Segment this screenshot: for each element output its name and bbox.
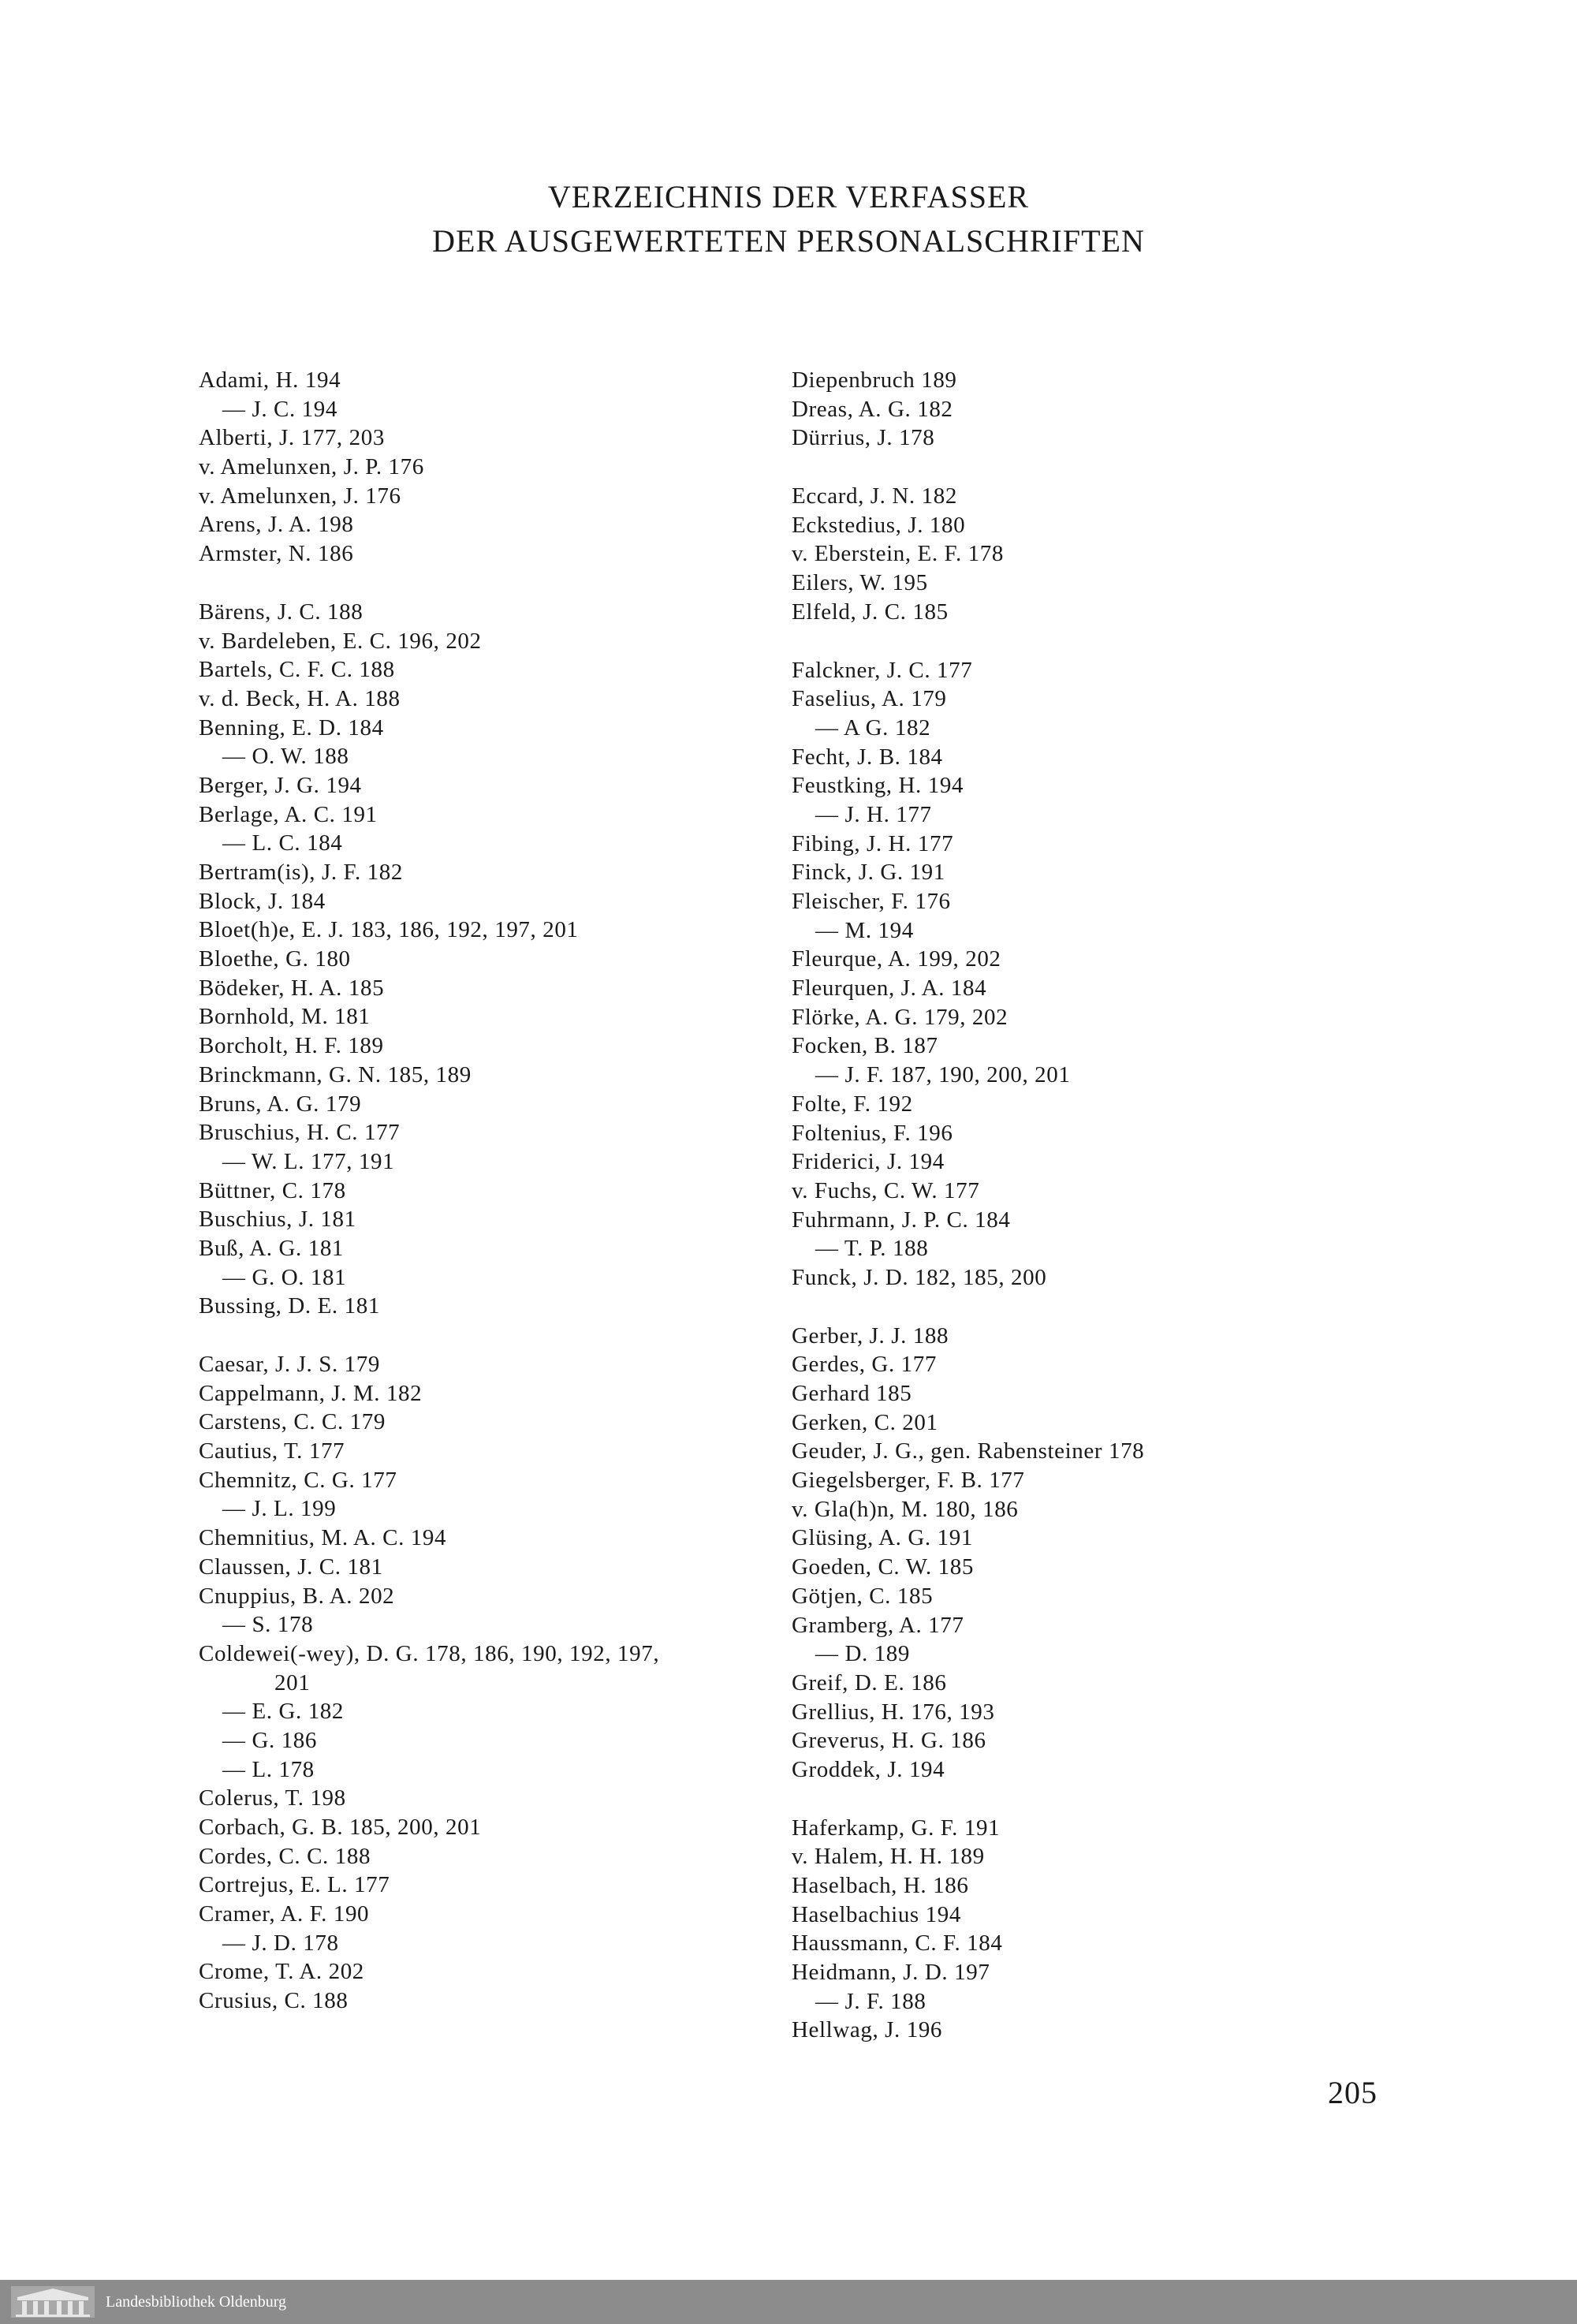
author-entry: Finck, J. G. 191 — [792, 860, 945, 886]
author-entry: — L. 178 — [222, 1756, 315, 1782]
author-entry: Eckstedius, J. 180 — [792, 512, 966, 538]
author-entry: Block, J. 184 — [199, 888, 326, 914]
author-entry: Corbach, G. B. 185, 200, 201 — [199, 1815, 482, 1840]
author-entry: Friderici, J. 194 — [792, 1149, 945, 1175]
author-entry: Cramer, A. F. 190 — [199, 1901, 370, 1927]
section-gap — [199, 1321, 798, 1350]
author-entry: — J. H. 177 — [815, 801, 932, 827]
section-gap — [199, 569, 798, 598]
author-entry: Benning, E. D. 184 — [199, 714, 384, 740]
author-entry: Bornhold, M. 181 — [199, 1004, 371, 1030]
author-entry: Fuhrmann, J. P. C. 184 — [792, 1207, 1011, 1233]
author-entry: Carstens, C. C. 179 — [199, 1409, 386, 1435]
author-entry: v. Bardeleben, E. C. 196, 202 — [199, 628, 482, 654]
author-entry: Cnuppius, B. A. 202 — [199, 1583, 395, 1609]
author-entry: Gramberg, A. 177 — [792, 1612, 964, 1638]
title-line-1: VERZEICHNIS DER VERFASSER — [547, 179, 1030, 214]
author-entry: Haferkamp, G. F. 191 — [792, 1815, 1001, 1841]
author-entry: Brinckmann, G. N. 185, 189 — [199, 1061, 472, 1087]
author-entry: — J. F. 188 — [815, 1988, 926, 2014]
author-entry: Greverus, H. G. 186 — [792, 1728, 986, 1754]
author-entry: Elfeld, J. C. 185 — [792, 599, 949, 625]
author-entry: — W. L. 177, 191 — [222, 1148, 395, 1174]
library-building-logo-icon — [11, 2286, 95, 2318]
footer-bar — [0, 2280, 1577, 2324]
author-entry: — L. C. 184 — [222, 830, 343, 856]
author-entry: Bruns, A. G. 179 — [199, 1091, 362, 1117]
author-entry: Buß, A. G. 181 — [199, 1235, 345, 1261]
author-entry: Goeden, C. W. 185 — [792, 1554, 974, 1580]
author-entry: Bussing, D. E. 181 — [199, 1293, 380, 1319]
author-entry: Cautius, T. 177 — [199, 1438, 345, 1464]
author-entry: — G. 186 — [222, 1727, 317, 1753]
author-entry: Cappelmann, J. M. 182 — [199, 1380, 423, 1406]
author-entry: Fecht, J. B. 184 — [792, 744, 943, 770]
author-entry: Gerhard 185 — [792, 1381, 912, 1406]
author-entry: Heidmann, J. D. 197 — [792, 1960, 990, 1986]
section-gap — [792, 1293, 1438, 1322]
page-title — [0, 175, 1577, 263]
author-entry: Feustking, H. 194 — [792, 773, 964, 799]
author-entry: Glüsing, A. G. 191 — [792, 1525, 973, 1551]
author-entry: — T. P. 188 — [815, 1236, 929, 1262]
author-entry: — J. C. 194 — [222, 396, 337, 422]
author-entry: — M. 194 — [815, 917, 914, 943]
author-entry: Eccard, J. N. 182 — [792, 483, 957, 509]
author-entry: Fleischer, F. 176 — [792, 889, 951, 914]
author-entry: Bödeker, H. A. 185 — [199, 975, 385, 1001]
author-entry: Crome, T. A. 202 — [199, 1959, 364, 1985]
author-entry: Haselbachius 194 — [792, 1901, 961, 1927]
author-entry: Focken, B. 187 — [792, 1033, 938, 1059]
author-entry: — E. G. 182 — [222, 1699, 345, 1725]
author-entry: v. Halem, H. H. 189 — [792, 1844, 985, 1870]
author-entry: Caesar, J. J. S. 179 — [199, 1352, 380, 1377]
author-entry: v. Gla(h)n, M. 180, 186 — [792, 1496, 1019, 1522]
author-entry: Chemnitz, C. G. 177 — [199, 1467, 397, 1493]
author-entry: Berger, J. G. 194 — [199, 772, 362, 798]
author-entry: — D. 189 — [815, 1641, 910, 1667]
author-entry: Flörke, A. G. 179, 202 — [792, 1004, 1008, 1030]
author-entry: Geuder, J. G., gen. Rabensteiner 178 — [792, 1438, 1145, 1464]
author-entry: Diepenbruch 189 — [792, 367, 957, 393]
author-entry: Faselius, A. 179 — [792, 686, 947, 712]
author-entry: Greif, D. E. 186 — [792, 1669, 947, 1695]
section-gap — [792, 453, 1438, 482]
author-entry: Chemnitius, M. A. C. 194 — [199, 1525, 447, 1551]
author-entry: Giegelsberger, F. B. 177 — [792, 1468, 1025, 1494]
title-line-2: DER AUSGEWERTETEN PERSONALSCHRIFTEN — [432, 223, 1145, 259]
section-gap — [792, 1785, 1438, 1814]
author-entry: Arens, J. A. 198 — [199, 512, 354, 538]
author-entry: Cordes, C. C. 188 — [199, 1843, 371, 1869]
footer-library-name: Landesbibliothek Oldenburg — [106, 2292, 287, 2311]
author-entry: Gerber, J. J. 188 — [792, 1322, 949, 1349]
author-entry: v. Eberstein, E. F. 178 — [792, 541, 1004, 567]
author-entry: Berlage, A. C. 191 — [199, 801, 378, 827]
author-entry: Fleurquen, J. A. 184 — [792, 975, 987, 1002]
author-list-right-column — [792, 366, 1438, 2045]
author-entry: Crusius, C. 188 — [199, 1988, 349, 2014]
author-entry: Gerken, C. 201 — [792, 1409, 938, 1435]
author-entry: Borcholt, H. F. 189 — [199, 1033, 384, 1059]
author-entry: — J. F. 187, 190, 200, 201 — [815, 1062, 1071, 1088]
author-entry: Adami, H. 194 — [199, 367, 341, 393]
author-entry: — J. L. 199 — [222, 1496, 337, 1522]
author-entry: Haselbach, H. 186 — [792, 1873, 969, 1898]
author-entry: Alberti, J. 177, 203 — [199, 425, 385, 451]
author-entry: Funck, J. D. 182, 185, 200 — [792, 1264, 1047, 1290]
author-entry: — S. 178 — [222, 1612, 314, 1638]
author-entry: Bartels, C. F. C. 188 — [199, 657, 395, 683]
author-entry: Bloet(h)e, E. J. 183, 186, 192, 197, 201 — [199, 917, 579, 943]
author-entry: — A G. 182 — [815, 714, 931, 740]
author-entry: — J. D. 178 — [222, 1930, 339, 1956]
author-entry: Folte, F. 192 — [792, 1091, 913, 1117]
author-entry: Eilers, W. 195 — [792, 570, 928, 596]
author-entry: Fleurque, A. 199, 202 — [792, 946, 1001, 972]
author-entry: Fibing, J. H. 177 — [792, 830, 954, 856]
author-entry: 201 — [274, 1669, 311, 1695]
author-list-left-column — [199, 366, 798, 2016]
author-entry: Bertram(is), J. F. 182 — [199, 860, 403, 885]
author-entry: Dürrius, J. 178 — [792, 425, 935, 451]
author-entry: Götjen, C. 185 — [792, 1583, 934, 1609]
author-entry: Falckner, J. C. 177 — [792, 657, 973, 683]
author-entry: Gerdes, G. 177 — [792, 1352, 937, 1378]
author-entry: Foltenius, F. 196 — [792, 1120, 953, 1146]
author-entry: Claussen, J. C. 181 — [199, 1554, 383, 1580]
page-number: 205 — [1328, 2075, 1378, 2110]
author-entry: v. Amelunxen, J. 176 — [199, 483, 401, 509]
author-entry: v. Amelunxen, J. P. 176 — [199, 454, 424, 480]
author-entry: Cortrejus, E. L. 177 — [199, 1872, 390, 1898]
author-entry: Dreas, A. G. 182 — [792, 396, 953, 422]
author-entry: — O. W. 188 — [222, 744, 349, 770]
author-entry: Coldewei(-wey), D. G. 178, 186, 190, 192, 197, — [199, 1640, 660, 1666]
author-entry: Groddek, J. 194 — [792, 1756, 945, 1782]
author-entry: Haussmann, C. F. 184 — [792, 1930, 1003, 1957]
author-entry: Buschius, J. 181 — [199, 1207, 356, 1233]
author-entry: Grellius, H. 176, 193 — [792, 1699, 995, 1725]
author-entry: v. d. Beck, H. A. 188 — [199, 685, 401, 711]
author-entry: v. Fuchs, C. W. 177 — [792, 1177, 980, 1203]
author-entry: Colerus, T. 198 — [199, 1785, 346, 1811]
section-gap — [792, 627, 1438, 656]
author-entry: Bloethe, G. 180 — [199, 946, 351, 972]
author-entry: Büttner, C. 178 — [199, 1177, 346, 1203]
author-entry: Armster, N. 186 — [199, 541, 354, 567]
author-entry: Bruschius, H. C. 177 — [199, 1120, 401, 1146]
author-entry: Hellwag, J. 196 — [792, 2017, 943, 2043]
author-entry: Bärens, J. C. 188 — [199, 599, 363, 625]
author-entry: — G. O. 181 — [222, 1264, 347, 1290]
